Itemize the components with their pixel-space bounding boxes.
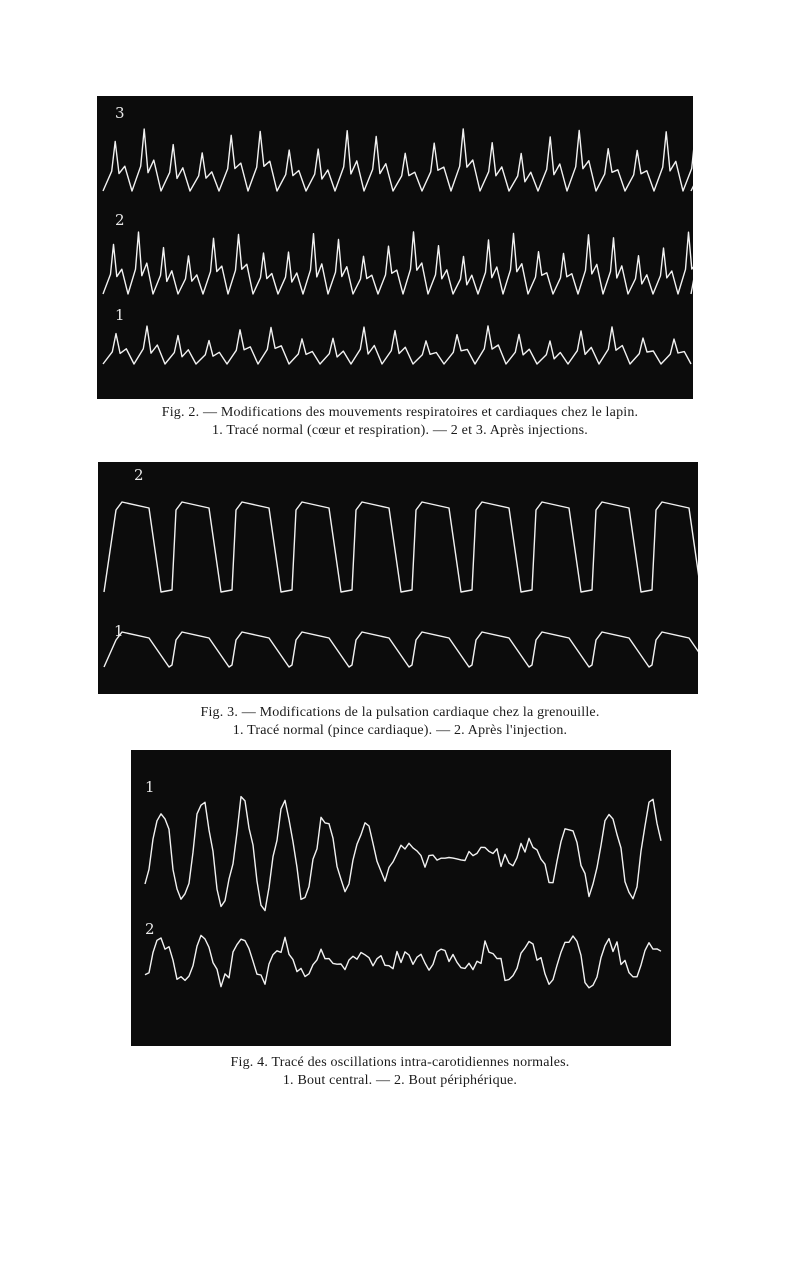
trace-label-3: 3 [115,104,125,122]
trace-2 [103,232,693,294]
trace-2 [104,502,698,592]
trace-2 [145,935,661,987]
figure-3-caption [0,704,800,740]
figure-2-caption-legend: 1. Tracé normal (cœur et respiration). — 2 et 3. Après injections. [212,423,588,438]
figure-3-trace-plate [98,462,698,694]
trace-label-1: 1 [115,306,125,324]
trace-3 [103,129,693,191]
trace-label-1: 1 [145,778,155,796]
figure-2-caption-title: Fig. 2. — Modifications des mouvements respiratoires et cardiaques chez le lapin. [161,405,639,420]
figure-4-traces [131,750,671,1046]
figure-4-trace-plate [131,750,671,1046]
trace-label-1: 1 [114,622,124,640]
figure-3-traces [98,462,698,694]
figure-2-caption [0,404,800,440]
trace-1 [103,326,691,364]
figure-3-caption-legend: 1. Tracé normal (pince cardiaque). — 2. Après l'injection. [232,723,568,738]
trace-label-2: 2 [145,920,155,938]
figure-4-caption-legend: 1. Bout central. — 2. Bout périphérique. [282,1073,518,1088]
figure-4-caption-title: Fig. 4. Tracé des oscillations intra-carotidiennes normales. [230,1055,570,1070]
figure-4-caption [0,1054,800,1090]
trace-label-2: 2 [134,466,144,484]
trace-label-2: 2 [115,211,125,229]
trace-1 [145,797,661,911]
trace-1 [104,632,698,667]
figure-2-traces [97,96,693,399]
figure-3-caption-title: Fig. 3. — Modifications de la pulsation cardiaque chez la grenouille. [200,705,600,720]
figure-2-trace-plate [97,96,693,399]
